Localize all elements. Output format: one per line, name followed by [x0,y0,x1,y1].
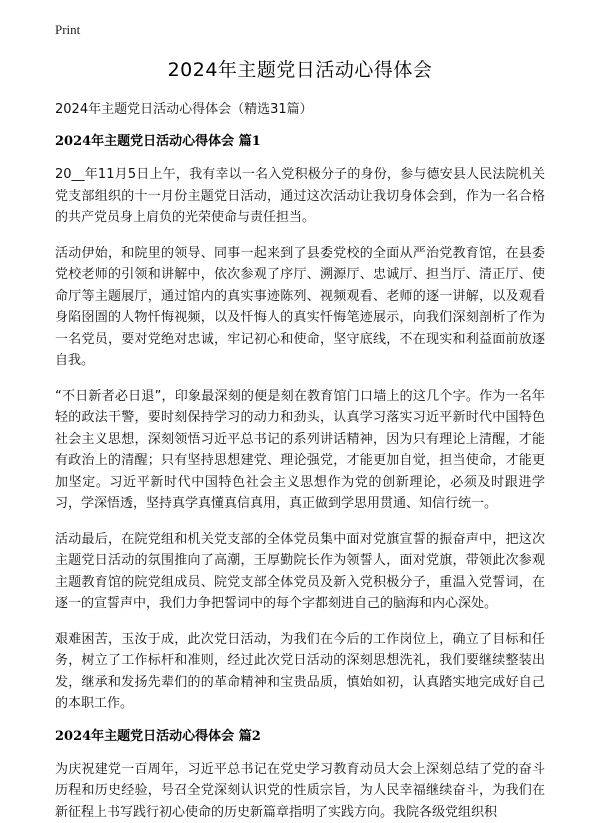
section-heading: 2024年主题党日活动心得体会 篇1 [55,132,545,152]
paragraph: 为庆祝建党一百周年，习近平总书记在党史学习教育动员大会上深刻总结了党的奋斗历程和历史经验，号召全党深刻认识党的性质宗旨，为人民幸福继续奋斗，为我们在新征程上书写践行初心使命的历史新篇章指明了实践方向。我院各级党组织积 [55,759,545,823]
paragraph: 20__年11月5日上午，我有幸以一名入党积极分子的身份，参与德安县人民法院机关党支部组织的十一月份主题党日活动，通过这次活动让我切身体会到，作为一名合格的共产党员身上肩负的光荣使命与责任担当。 [55,164,545,229]
paragraph: “不日新者必日退”，印象最深刻的便是刻在教育馆门口墙上的这几个字。作为一名年轻的政法干警，要时刻保持学习的动力和劲头，认真学习落实习近平新时代中国特色社会主义思想，深刻领悟习近平总书记的系列讲话精神，因为只有理论上清醒，才能有政治上的清醒；只有坚持思想建党、理论强党，才能更加自觉，担当使命，才能更加坚定。习近平新时代中国特色社会主义思想作为党的创新理论，必须及时跟进学习，学深悟透，坚持真学真懂真信真用，真正做到学思用贯通、知信行统一。 [55,386,545,515]
page-title: 2024年主题党日活动心得体会 [55,0,545,82]
document-subtitle: 2024年主题党日活动心得体会（精选31篇） [55,100,545,120]
print-link[interactable]: Print [55,22,80,38]
section-heading: 2024年主题党日活动心得体会 篇2 [55,727,545,747]
paragraph: 活动伊始，和院里的领导、同事一起来到了县委党校的全面从严治党教育馆，在县委党校老师的引领和讲解中，依次参观了序厅、溯源厅、忠诚厅、担当厅、清正厅、使命厅等主题展厅，通过馆内的真实事迹陈列、视频观看、老师的逐一讲解，以及观看身陷囹圄的人物忏悔视频，以及忏悔人的真实忏悔笔迹展示，向我们深刻剖析了作为一名党员，要对党绝对忠诚，牢记初心和使命，坚守底线，不在现实和利益面前放逐自我。 [55,243,545,372]
section-2 [55,727,545,823]
section-1 [55,132,545,715]
paragraph: 活动最后，在院党组和机关党支部的全体党员集中面对党旗宣誓的振奋声中，把这次主题党日活动的氛围推向了高潮，王厚勤院长作为领誓人，面对党旗，带领此次参观主题教育馆的院党组成员、院党支部全体党员及新入党积极分子，重温入党誓词，在逐一的宣誓声中，我们力争把誓词中的每个字都刻进自己的脑海和内心深处。 [55,529,545,615]
paragraph: 艰难困苦，玉汝于成，此次党日活动，为我们在今后的工作岗位上，确立了目标和任务，树立了工作标杆和准则，经过此次党日活动的深刻思想洗礼，我们要继续整装出发，继承和发扬先辈们的的革命精神和宝贵品质，慎始如初，认真踏实地完成好自己的本职工作。 [55,629,545,715]
